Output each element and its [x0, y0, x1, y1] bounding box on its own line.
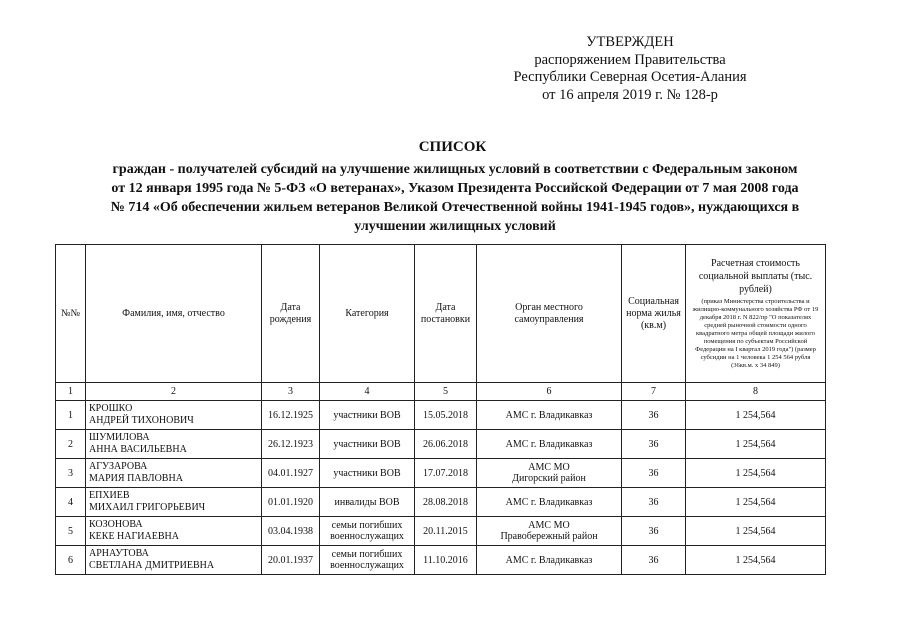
row-surname: КРОШКО	[89, 403, 133, 414]
row-reg-date: 17.07.2018	[415, 459, 477, 488]
approval-line-2: распоряжением Правительства	[534, 51, 726, 68]
row-reg-date: 15.05.2018	[415, 401, 477, 430]
row-authority	[477, 546, 622, 575]
row-authority-line: АМС МО	[528, 520, 570, 531]
header-authority: Орган местного самоуправления	[477, 245, 622, 383]
row-category: семьи погибших военнослужащих	[320, 546, 415, 575]
document-subtitle	[55, 160, 855, 236]
row-category: участники ВОВ	[320, 401, 415, 430]
row-reg-date: 26.06.2018	[415, 430, 477, 459]
row-norm: 36	[622, 517, 686, 546]
row-authority-line: АМС г. Владикавказ	[505, 438, 593, 450]
row-number: 6	[56, 546, 86, 575]
row-norm: 36	[622, 401, 686, 430]
row-full-name	[86, 401, 262, 430]
subtitle-line-1: граждан - получателей субсидий на улучшение жилищных условий в соответствии с Федеральным законом	[112, 162, 798, 177]
table-row	[56, 401, 826, 430]
subtitle-line-3: № 714 «Об обеспечении жильем ветеранов Великой Отечественной войны 1941-1945 годов», нуждающихся в	[110, 200, 800, 215]
recipients-table	[55, 244, 826, 575]
row-norm: 36	[622, 459, 686, 488]
row-norm: 36	[622, 546, 686, 575]
row-category: участники ВОВ	[320, 430, 415, 459]
row-given-names: СВЕТЛАНА ДМИТРИЕВНА	[89, 560, 215, 571]
column-number: 1	[56, 383, 86, 401]
row-dob: 01.01.1920	[262, 488, 320, 517]
row-authority	[477, 401, 622, 430]
row-surname: ЕПХИЕВ	[89, 490, 130, 501]
row-number: 2	[56, 430, 86, 459]
header-norm: Социальная норма жилья (кв.м)	[622, 245, 686, 383]
header-reg-date: Дата постановки	[415, 245, 477, 383]
row-dob: 16.12.1925	[262, 401, 320, 430]
row-given-names: АННА ВАСИЛЬЕВНА	[89, 444, 187, 455]
row-cost: 1 254,564	[686, 488, 826, 517]
row-norm: 36	[622, 430, 686, 459]
row-authority	[477, 459, 622, 488]
row-reg-date: 28.08.2018	[415, 488, 477, 517]
row-authority	[477, 430, 622, 459]
row-full-name	[86, 546, 262, 575]
header-dob: Дата рождения	[262, 245, 320, 383]
row-number: 3	[56, 459, 86, 488]
row-surname: ШУМИЛОВА	[89, 432, 150, 443]
header-num: №№	[56, 245, 86, 383]
row-surname: АРНАУТОВА	[89, 548, 149, 559]
row-full-name	[86, 459, 262, 488]
row-surname: АГУЗАРОВА	[89, 461, 148, 472]
document-title: СПИСОК	[418, 139, 487, 155]
row-number: 1	[56, 401, 86, 430]
column-number-row	[56, 383, 826, 401]
row-cost: 1 254,564	[686, 546, 826, 575]
header-name: Фамилия, имя, отчество	[86, 245, 262, 383]
row-full-name	[86, 517, 262, 546]
row-cost: 1 254,564	[686, 459, 826, 488]
row-authority-line: Дигорский район	[512, 473, 586, 484]
table-row	[56, 459, 826, 488]
header-cost-main: Расчетная стоимость социальной выплаты (тыс. рублей)	[698, 258, 813, 295]
table-row	[56, 517, 826, 546]
row-authority-line: АМС МО	[528, 462, 570, 473]
row-dob: 20.01.1937	[262, 546, 320, 575]
column-number: 2	[86, 383, 262, 401]
row-given-names: КЕКЕ НАГИАЕВНА	[89, 531, 179, 542]
row-given-names: МАРИЯ ПАВЛОВНА	[89, 473, 183, 484]
table-row	[56, 546, 826, 575]
row-category: семьи погибших военнослужащих	[320, 517, 415, 546]
row-full-name	[86, 430, 262, 459]
row-authority-line: АМС г. Владикавказ	[505, 409, 593, 421]
approval-line-1: УТВЕРЖДЕН	[586, 34, 674, 50]
approval-line-3: Республики Северная Осетия-Алания	[513, 69, 747, 85]
row-given-names: МИХАИЛ ГРИГОРЬЕВИЧ	[89, 502, 206, 513]
row-cost: 1 254,564	[686, 517, 826, 546]
subtitle-line-4: улучшении жилищных условий	[354, 219, 556, 234]
approval-line-4: от 16 апреля 2019 г. № 128-р	[542, 86, 718, 103]
row-number: 5	[56, 517, 86, 546]
row-authority	[477, 517, 622, 546]
row-cost: 1 254,564	[686, 401, 826, 430]
column-number: 5	[415, 383, 477, 401]
header-category: Категория	[320, 245, 415, 383]
header-cost	[686, 245, 826, 383]
subtitle-line-2: от 12 января 1995 года № 5-ФЗ «О ветеранах», Указом Президента Российской Федерации от 7 мая 2008 года	[111, 181, 799, 196]
row-dob: 26.12.1923	[262, 430, 320, 459]
row-number: 4	[56, 488, 86, 517]
column-number: 4	[320, 383, 415, 401]
row-authority-line: Правобережный район	[500, 531, 598, 542]
approval-stamp	[480, 34, 780, 104]
row-authority-line: АМС г. Владикавказ	[505, 554, 593, 566]
table-header-row	[56, 245, 826, 383]
header-cost-note: (приказ Министерства строительства и жилищно-коммунального хозяйства РФ от 19 декабря 2018 г. N 822/пр "О показателях средней рыночной стоимости одного квадратного метра общей площади жилого помещения по субъектам Российской Федерации на I квартал 2019 года") (размер субсидии на 1 человека 1 254 564 рубля (36кв.м. х 34 849)	[692, 298, 819, 369]
table-row	[56, 488, 826, 517]
row-authority-line: АМС г. Владикавказ	[505, 496, 593, 508]
row-given-names: АНДРЕЙ ТИХОНОВИЧ	[89, 415, 194, 426]
column-number: 7	[622, 383, 686, 401]
column-number: 3	[262, 383, 320, 401]
row-full-name	[86, 488, 262, 517]
row-category: участники ВОВ	[320, 459, 415, 488]
table-row	[56, 430, 826, 459]
row-cost: 1 254,564	[686, 430, 826, 459]
column-number: 8	[686, 383, 826, 401]
row-reg-date: 20.11.2015	[415, 517, 477, 546]
row-reg-date: 11.10.2016	[415, 546, 477, 575]
row-dob: 04.01.1927	[262, 459, 320, 488]
row-norm: 36	[622, 488, 686, 517]
row-category: инвалиды ВОВ	[320, 488, 415, 517]
row-authority	[477, 488, 622, 517]
column-number: 6	[477, 383, 622, 401]
row-dob: 03.04.1938	[262, 517, 320, 546]
row-surname: КОЗОНОВА	[89, 519, 143, 530]
